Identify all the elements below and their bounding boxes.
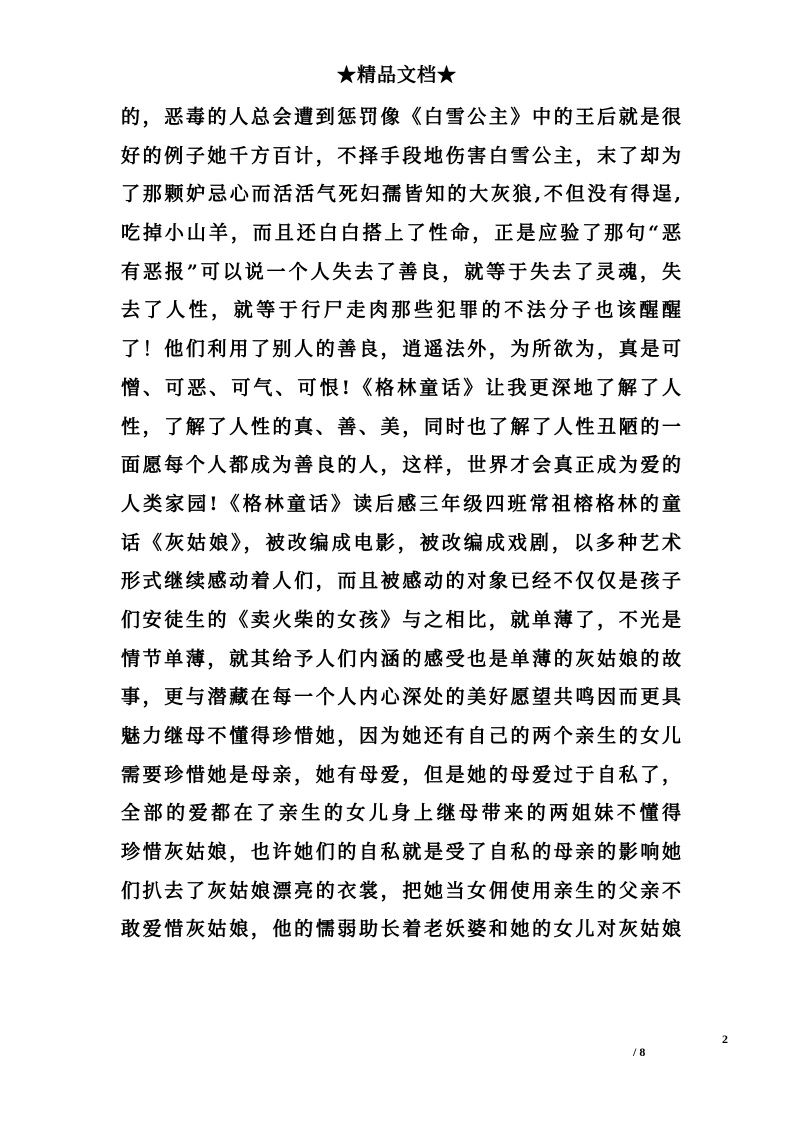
page-header-title: ★精品文档★ bbox=[336, 64, 457, 86]
page-number: 2 bbox=[722, 1032, 728, 1046]
body-line: 形式继续感动着人们，而且被感动的对象已经不仅仅是孩子 bbox=[121, 570, 681, 593]
body-line: 了那颗妒忌心而活活气死妇孺皆知的大灰狼,不但没有得逞, bbox=[121, 183, 681, 206]
body-line: 有恶报”可以说一个人失去了善良，就等于失去了灵魂，失 bbox=[121, 260, 681, 283]
body-line: 好的例子她千方百计，不择手段地伤害白雪公主，末了却为 bbox=[121, 144, 681, 167]
body-line: 话《灰姑娘》，被改编成电影，被改编成戏剧，以多种艺术 bbox=[121, 531, 681, 554]
document-body bbox=[121, 98, 681, 949]
body-line: 的，恶毒的人总会遭到惩罚像《白雪公主》中的王后就是很 bbox=[121, 106, 681, 128]
body-line: 吃掉小山羊，而且还白白搭上了性命，正是应验了那句“恶 bbox=[121, 222, 681, 245]
body-line: 人类家园!《格林童话》读后感三年级四班常祖榕格林的童 bbox=[121, 492, 681, 515]
body-line: 需要珍惜她是母亲，她有母爱，但是她的母爱过于自私了， bbox=[121, 763, 681, 786]
body-line: 敢爱惜灰姑娘，他的懦弱助长着老妖婆和她的女儿对灰姑娘 bbox=[121, 918, 681, 941]
body-line: 性，了解了人性的真、善、美，同时也了解了人性丑陋的一 bbox=[121, 415, 681, 438]
body-line: 情节单薄，就其给予人们内涵的感受也是单薄的灰姑娘的故 bbox=[121, 647, 681, 670]
body-line: 事，更与潜藏在每一个人内心深处的美好愿望共鸣因而更具 bbox=[121, 686, 681, 709]
body-line: 们安徒生的《卖火柴的女孩》与之相比，就单薄了，不光是 bbox=[121, 608, 681, 631]
body-line: 全部的爱都在了亲生的女儿身上继母带来的两姐妹不懂得 bbox=[121, 802, 681, 825]
body-line: 去了人性，就等于行尸走肉那些犯罪的不法分子也该醒醒 bbox=[121, 299, 681, 322]
body-line: 们扒去了灰姑娘漂亮的衣裳，把她当女佣使用亲生的父亲不 bbox=[121, 879, 681, 902]
page-total: / 8 bbox=[633, 1045, 646, 1059]
body-line: 珍惜灰姑娘，也许她们的自私就是受了自私的母亲的影响她 bbox=[121, 841, 681, 864]
body-line: 面愿每个人都成为善良的人，这样，世界才会真正成为爱的 bbox=[121, 454, 681, 477]
body-line: 了！他们利用了别人的善良，逍遥法外，为所欲为，真是可 bbox=[121, 338, 681, 361]
body-line: 憎、可恶、可气、可恨!《格林童话》让我更深地了解了人 bbox=[121, 376, 681, 399]
body-line: 魅力继母不懂得珍惜她，因为她还有自己的两个亲生的女儿 bbox=[121, 725, 681, 747]
